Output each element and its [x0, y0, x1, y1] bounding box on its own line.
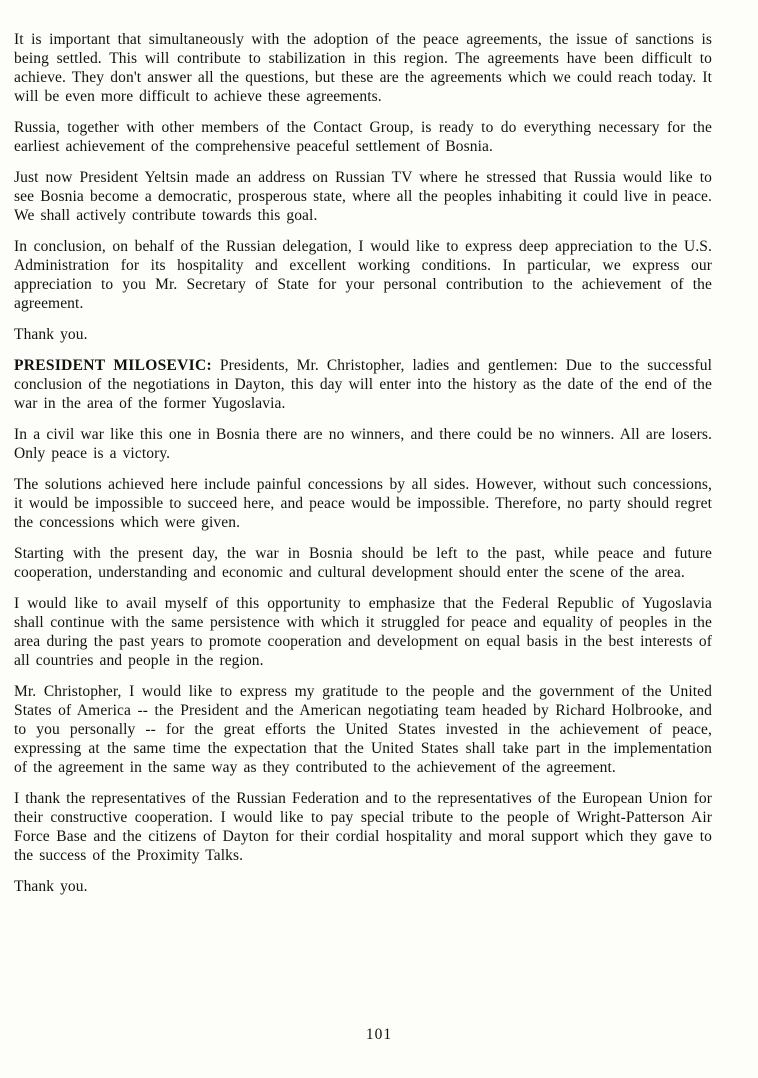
paragraph: Thank you. [14, 326, 88, 343]
paragraph: Thank you. [14, 878, 88, 895]
paragraph: Mr. Christopher, I would like to express my gratitude to the people and the government of the United States of America -- the President and the American negotiating team headed by Richard Holbrooke, and to you personally -- for the great efforts the United States invested in the achievement of peace, expressing at the same time the expectation that the United States shall take part in the implementation of the agreement in the same way as they contributed to the achievement of the agreement. [14, 683, 712, 776]
speaker-name: PRESIDENT MILOSEVIC: [14, 357, 212, 374]
document-body [14, 30, 712, 896]
paragraph: It is important that simultaneously with the adoption of the peace agreements, the issue of sanctions is being settled. This will contribute to stabilization in this region. The agreements have been difficult to achieve. They don't answer all the questions, but these are the agreements which we could reach today. It will be even more difficult to achieve these agreements. [14, 31, 712, 105]
page-number: 101 [365, 1026, 393, 1043]
paragraph: Just now President Yeltsin made an address on Russian TV where he stressed that Russia would like to see Bosnia become a democratic, prosperous state, where all the peoples inhabiting it could live in peace. We shall actively contribute towards this goal. [14, 169, 712, 224]
paragraph: I thank the representatives of the Russian Federation and to the representatives of the European Union for their constructive cooperation. I would like to pay special tribute to the people of Wright-Patterson Air Force Base and the citizens of Dayton for their cordial hospitality and moral support which they gave to the success of the Proximity Talks. [14, 790, 712, 864]
paragraph: In a civil war like this one in Bosnia there are no winners, and there could be no winners. All are losers. Only peace is a victory. [14, 426, 712, 462]
paragraph: I would like to avail myself of this opportunity to emphasize that the Federal Republic of Yugoslavia shall continue with the same persistence with which it struggled for peace and equality of peoples in the area during the past years to promote cooperation and development on equal basis in the best interests of all countries and people in the region. [14, 595, 712, 669]
paragraph: The solutions achieved here include painful concessions by all sides. However, without such concessions, it would be impossible to succeed here, and peace would be impossible. Therefore, no party should regret the concessions which were given. [14, 476, 712, 531]
paragraph: Russia, together with other members of the Contact Group, is ready to do everything necessary for the earliest achievement of the comprehensive peaceful settlement of Bosnia. [14, 119, 712, 155]
paragraph: Starting with the present day, the war in Bosnia should be left to the past, while peace and future cooperation, understanding and economic and cultural development should enter the scene of the area. [14, 545, 712, 581]
paragraph: In conclusion, on behalf of the Russian delegation, I would like to express deep appreciation to the U.S. Administration for its hospitality and excellent working conditions. In particular, we express our appreciation to you Mr. Secretary of State for your personal contribution to the achievement of the agreement. [14, 238, 712, 312]
paragraph: PRESIDENT MILOSEVIC: Presidents, Mr. Christopher, ladies and gentlemen: Due to the successful conclusion of the negotiations in Dayton, this day will enter into the history as the date of the end of the war in the area of the former Yugoslavia. [14, 357, 712, 412]
